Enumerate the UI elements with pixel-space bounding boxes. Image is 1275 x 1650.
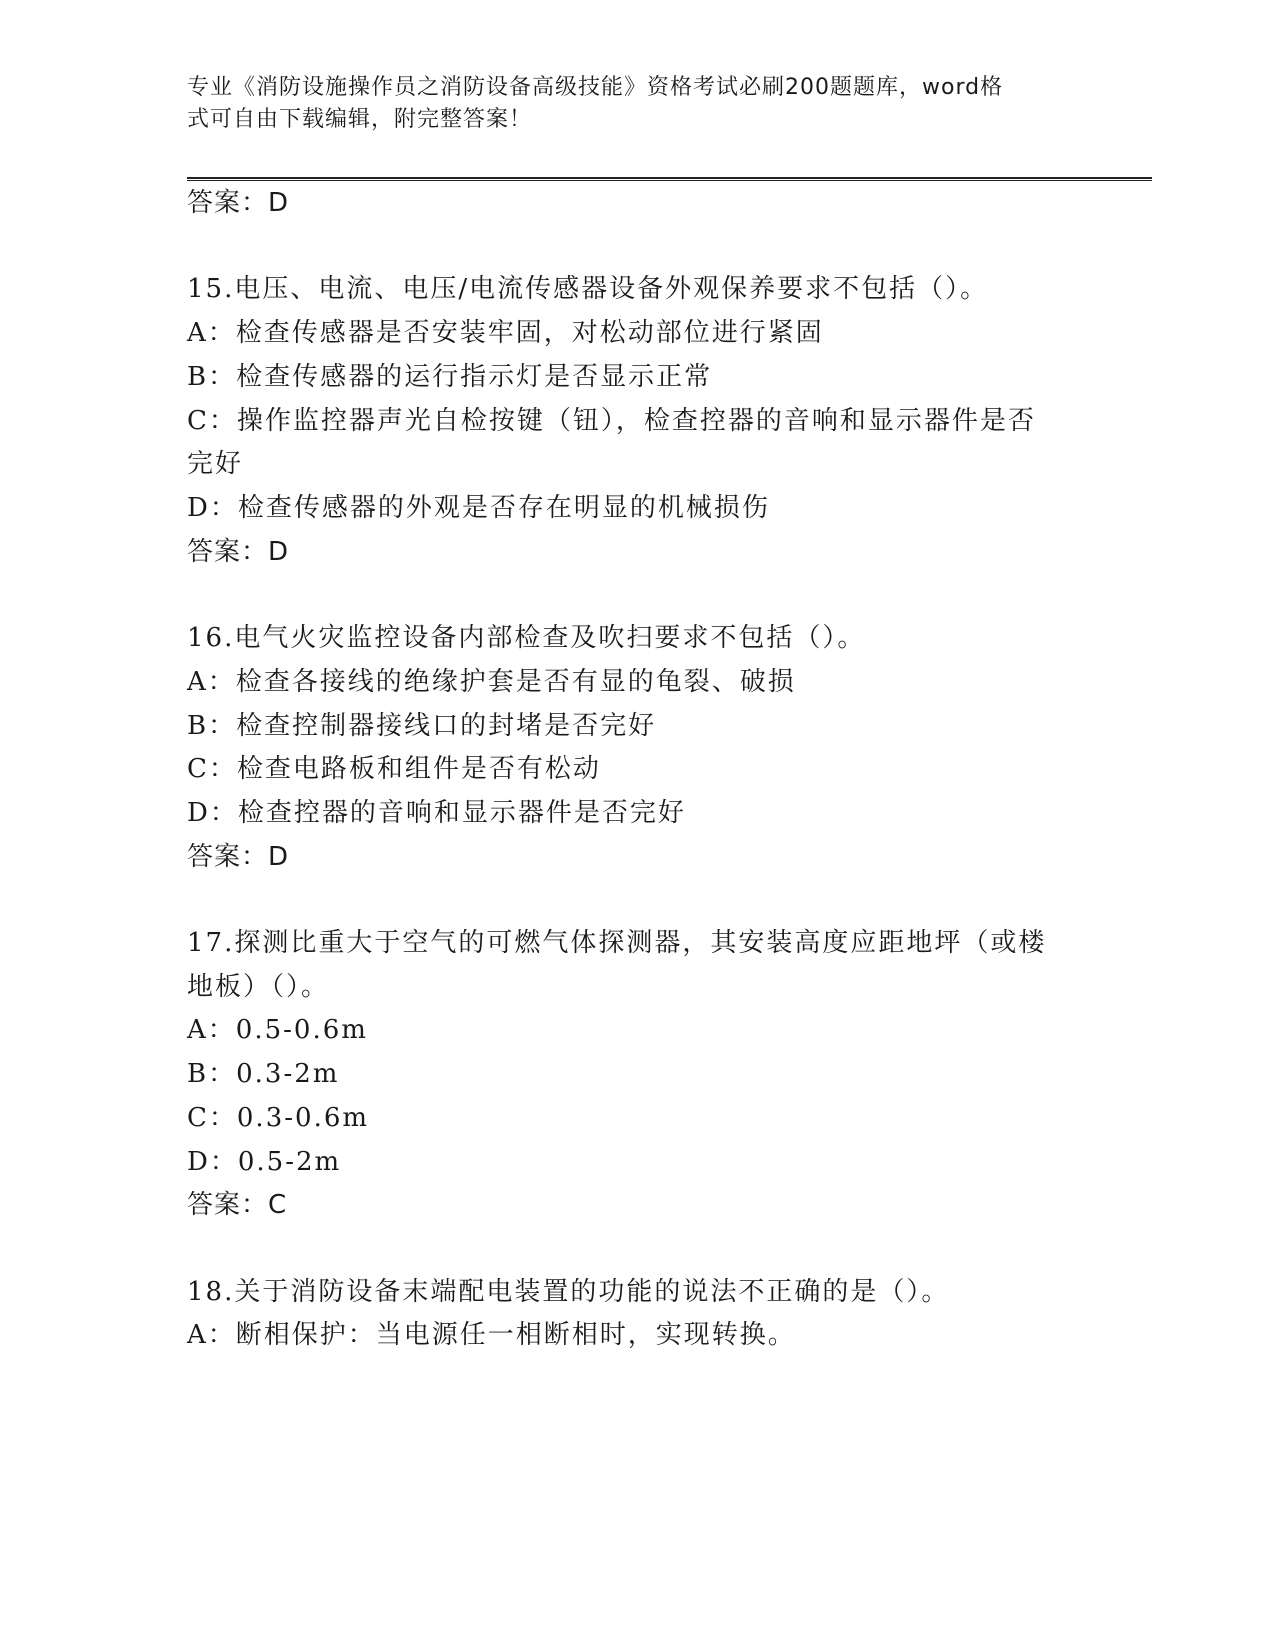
question-16-stem: 16.电气火灾监控设备内部检查及吹扫要求不包括（）。 (187, 623, 866, 653)
question-17-option-c: C：0.3-0.6m (187, 1103, 370, 1133)
answer-line: 答案：D (187, 188, 290, 218)
question-17-option-b: B：0.3-2m (187, 1059, 340, 1089)
question-17-option-a: A：0.5-0.6m (187, 1015, 368, 1045)
question-18-option-a: A：断相保护：当电源任一相断相时，实现转换。 (187, 1320, 796, 1350)
question-16-option-b: B：检查控制器接线口的封堵是否完好 (187, 711, 657, 741)
question-16-option-a: A：检查各接线的绝缘护套是否有显的龟裂、破损 (187, 667, 796, 697)
question-15-option-c: C：操作监控器声光自检按键（钮），检查控器的音响和显示器件是否 (187, 406, 1036, 436)
header-line-1: 专业《消防设施操作员之消防设备高级技能》资格考试必刷200题题库，word格 (187, 75, 1004, 100)
question-15-option-c-cont: 完好 (187, 449, 244, 479)
question-15-answer: 答案：D (187, 537, 290, 567)
header-line-2: 式可自由下载编辑，附完整答案！ (187, 107, 533, 132)
question-18-stem: 18.关于消防设备末端配电装置的功能的说法不正确的是（）。 (187, 1277, 950, 1307)
question-17-option-d: D：0.5-2m (187, 1147, 342, 1177)
question-17-stem-cont: 地板）（）。 (187, 972, 330, 1002)
page-header (187, 72, 1067, 136)
question-15-option-b: B：检查传感器的运行指示灯是否显示正常 (187, 362, 713, 392)
question-16-answer: 答案：D (187, 842, 290, 872)
question-15-option-a: A：检查传感器是否安装牢固，对松动部位进行紧固 (187, 318, 824, 348)
question-16-option-c: C：检查电路板和组件是否有松动 (187, 754, 601, 784)
question-17-stem: 17.探测比重大于空气的可燃气体探测器，其安装高度应距地坪（或楼 (187, 928, 1047, 958)
question-15-stem: 15.电压、电流、电压/电流传感器设备外观保养要求不包括（）。 (187, 274, 989, 304)
question-16-option-d: D：检查控器的音响和显示器件是否完好 (187, 798, 686, 828)
question-15-option-d: D：检查传感器的外观是否存在明显的机械损伤 (187, 493, 770, 523)
header-divider (187, 177, 1152, 181)
question-17-answer: 答案：C (187, 1190, 288, 1220)
